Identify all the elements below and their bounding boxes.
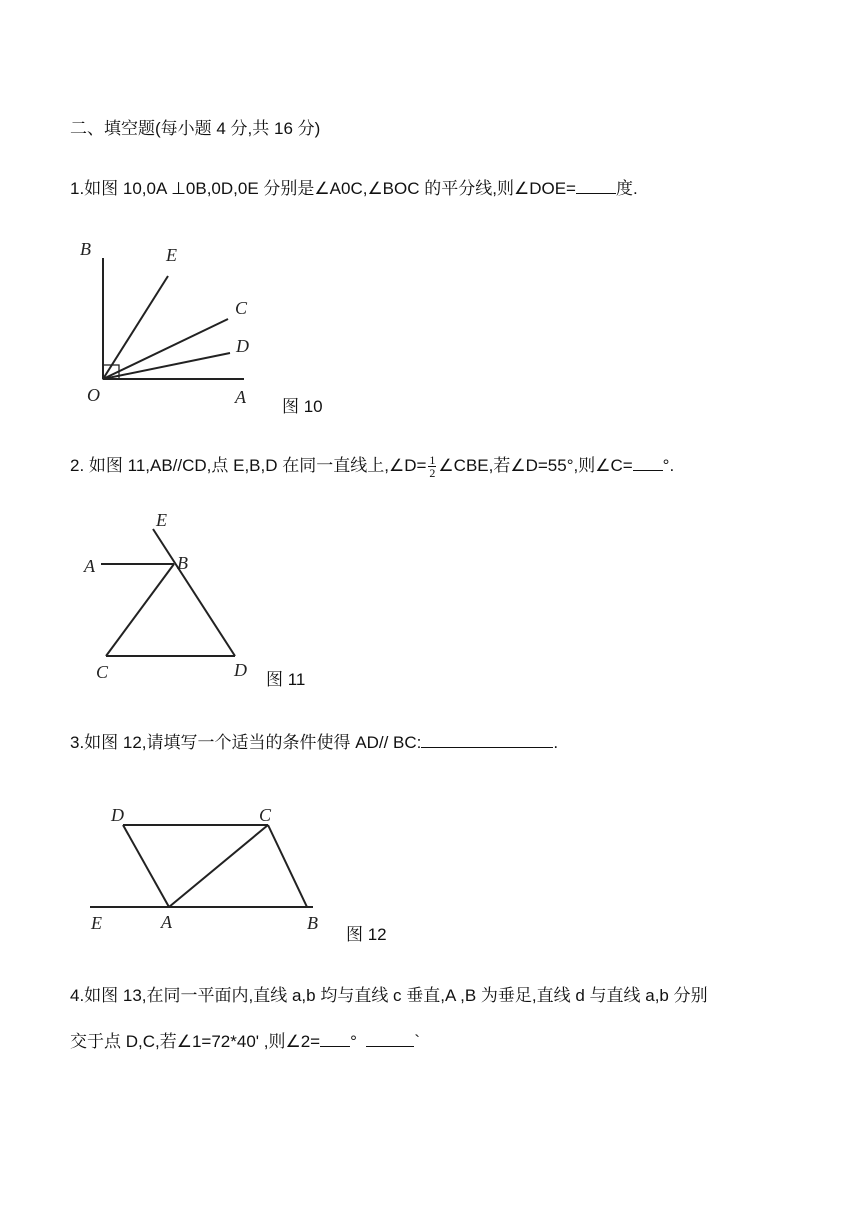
answer-blank-3[interactable] xyxy=(421,731,553,748)
label-b: B xyxy=(177,553,188,573)
label-d: D xyxy=(234,660,247,680)
question-2-text-a: 2. 如图 11,AB//CD,点 E,B,D 在同一直线上,∠D= xyxy=(70,456,427,475)
line-ed xyxy=(153,529,235,656)
question-3-suffix: . xyxy=(553,733,559,752)
label-a: A xyxy=(161,912,172,932)
figure-12 xyxy=(75,790,345,940)
question-4-text: 交于点 D,C,若∠1=72*40' ,则∠2= xyxy=(70,1032,321,1051)
section-heading: 二、填空题(每小题 4 分,共 16 分) xyxy=(70,119,321,138)
label-c: C xyxy=(259,805,272,825)
segment-ac xyxy=(169,825,268,907)
figure-10 xyxy=(75,228,275,413)
label-o: O xyxy=(87,385,100,405)
question-4-tail: ` xyxy=(414,1032,421,1051)
answer-blank-1[interactable] xyxy=(576,177,616,194)
segment-cb xyxy=(268,825,307,907)
question-2-text-b: ∠CBE,若∠D=55°,则∠C= xyxy=(438,456,633,475)
question-1-text: 1.如图 10,0A ⊥0B,0D,0E 分别是∠A0C,∠BOC 的平分线,则∠DOE= xyxy=(70,179,576,198)
extra-blank[interactable] xyxy=(366,1030,414,1047)
label-d: D xyxy=(111,805,124,825)
label-e: E xyxy=(91,913,102,933)
question-2 xyxy=(70,454,674,479)
label-d: D xyxy=(236,336,249,356)
question-3 xyxy=(70,731,558,754)
answer-blank-4[interactable] xyxy=(320,1030,350,1047)
question-1-suffix: 度. xyxy=(615,179,638,198)
figure-12-caption: 图 12 xyxy=(346,925,387,944)
label-c: C xyxy=(235,298,248,318)
fraction-one-half: $\frac{1}{2}$ xyxy=(429,453,436,481)
answer-blank-2[interactable] xyxy=(633,454,663,471)
question-2-suffix: °. xyxy=(662,456,675,475)
figure-11-caption: 图 11 xyxy=(266,670,306,689)
segment-bc xyxy=(106,564,174,656)
segment-da xyxy=(123,825,169,907)
label-a: A xyxy=(84,556,95,576)
figure-11 xyxy=(75,510,275,685)
label-e: E xyxy=(156,510,167,530)
question-4-line-2 xyxy=(70,1030,420,1053)
question-4-line-1: 4.如图 13,在同一平面内,直线 a,b 均与直线 c 垂直,A ,B 为垂足,直线 d 与直线 a,b 分别 xyxy=(70,986,708,1005)
label-b: B xyxy=(307,913,318,933)
label-e: E xyxy=(166,245,177,265)
figure-10-caption: 图 10 xyxy=(282,397,323,416)
question-1 xyxy=(70,177,638,200)
question-3-text: 3.如图 12,请填写一个适当的条件使得 AD// BC: xyxy=(70,733,422,752)
label-c: C xyxy=(96,662,109,682)
ray-od xyxy=(103,353,230,379)
label-b: B xyxy=(80,239,91,259)
label-a: A xyxy=(235,387,246,407)
question-4-suffix: ° xyxy=(350,1032,357,1051)
